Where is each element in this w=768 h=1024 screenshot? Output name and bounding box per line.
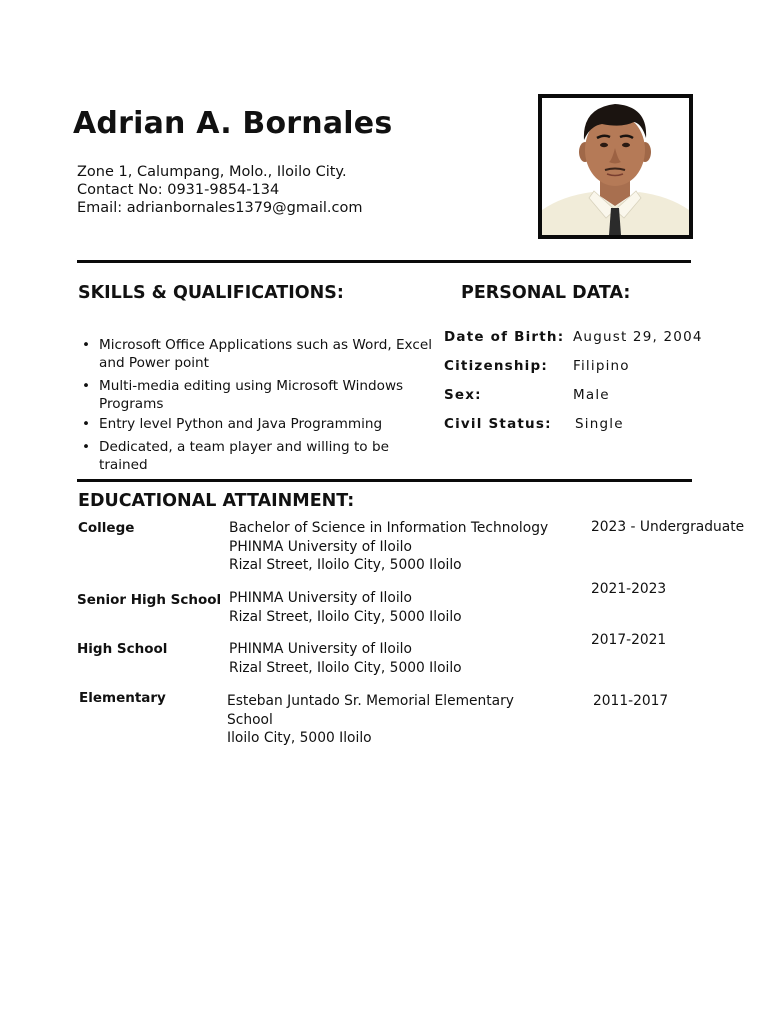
edu-line: Iloilo City, 5000 Iloilo	[227, 730, 372, 746]
edu-level-college: College	[78, 520, 135, 536]
edu-line: Bachelor of Science in Information Technology	[229, 520, 549, 536]
edu-line: PHINMA University of Iloilo	[229, 641, 412, 657]
civil-status-label: Civil Status:	[444, 416, 552, 432]
civil-status-value: Single	[575, 416, 624, 432]
edu-line: PHINMA University of Iloilo	[229, 538, 412, 555]
section-divider-bottom	[77, 479, 692, 482]
dob-value: August 29, 2004	[573, 329, 703, 345]
personal-data-heading: PERSONAL DATA:	[461, 283, 631, 303]
edu-line: School	[227, 711, 273, 728]
edu-years-elementary: 2011-2017	[593, 693, 669, 709]
list-item: • Multi-media editing using Microsoft Windows Programs	[79, 377, 439, 413]
phone-text: Contact No: 0931-9854-134	[77, 182, 280, 198]
skills-list	[79, 336, 439, 479]
edu-years-high-school: 2017-2021	[591, 632, 667, 648]
edu-details-high-school	[229, 640, 462, 677]
edu-years-senior-high: 2021-2023	[591, 581, 667, 597]
list-item: • Dedicated, a team player and willing to be trained	[79, 438, 419, 474]
edu-level-elementary: Elementary	[79, 690, 166, 706]
skills-heading: SKILLS & QUALIFICATIONS:	[78, 283, 344, 303]
applicant-name: Adrian A. Bornales	[73, 106, 393, 141]
list-item: • Microsoft Office Applications such as Word, Excel and Power point	[79, 336, 439, 372]
edu-line: PHINMA University of Iloilo	[229, 590, 412, 606]
citizenship-label: Citizenship:	[444, 358, 548, 374]
dob-label: Date of Birth:	[444, 329, 565, 345]
section-divider-top	[77, 260, 691, 263]
edu-line: Esteban Juntado Sr. Memorial Elementary	[227, 693, 514, 709]
edu-line: Rizal Street, Iloilo City, 5000 Iloilo	[229, 608, 462, 625]
education-heading: EDUCATIONAL ATTAINMENT:	[78, 491, 355, 511]
edu-line: Rizal Street, Iloilo City, 5000 Iloilo	[229, 659, 462, 676]
edu-details-elementary	[227, 692, 514, 748]
sex-label: Sex:	[444, 387, 482, 403]
address-text: Zone 1, Calumpang, Molo., Iloilo City.	[77, 164, 347, 180]
contact-block	[77, 163, 363, 217]
edu-level-senior-high: Senior High School	[77, 592, 222, 608]
profile-photo	[538, 94, 693, 239]
edu-level-high-school: High School	[77, 641, 168, 657]
sex-value: Male	[573, 387, 610, 403]
email-text: Email: adrianbornales1379@gmail.com	[77, 200, 363, 216]
edu-details-college	[229, 519, 548, 575]
edu-details-senior-high	[229, 589, 462, 626]
edu-line: Rizal Street, Iloilo City, 5000 Iloilo	[229, 557, 462, 573]
citizenship-value: Filipino	[573, 358, 630, 374]
edu-years-college: 2023 - Undergraduate	[591, 519, 745, 535]
profile-photo-illustration	[542, 98, 689, 235]
list-item: • Entry level Python and Java Programming	[79, 415, 439, 433]
